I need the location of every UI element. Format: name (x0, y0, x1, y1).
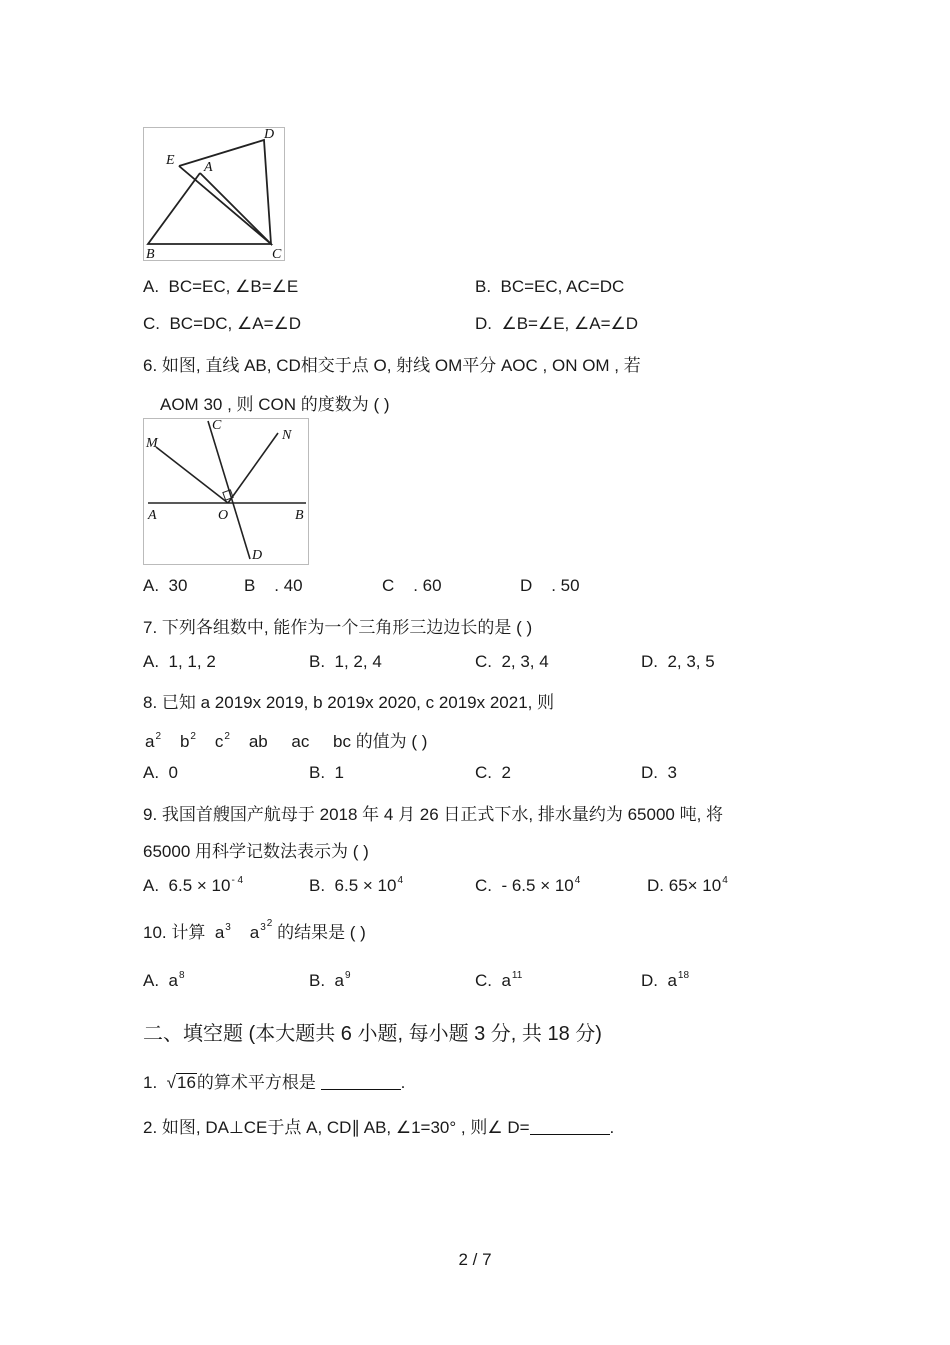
q6-option-a (143, 576, 187, 596)
fill-q2 (143, 1113, 614, 1138)
term-a: a (145, 732, 155, 751)
q9-stem-line1: 9. 我国首艘国产航母于 2018 年 4 月 26 日正式下水, 排水量约为 65000 吨, 将 (143, 805, 724, 824)
answer-blank[interactable] (321, 1075, 401, 1090)
q10-prefix: 10. 计算 (143, 923, 206, 942)
exp: 9 (344, 970, 351, 981)
q5-figure (143, 127, 285, 261)
exp: 2 (266, 918, 273, 929)
q5-option-d (475, 314, 638, 334)
answer-blank[interactable] (530, 1120, 610, 1135)
fill-q1 (143, 1068, 405, 1093)
option-letter: A. (143, 876, 160, 895)
q10-term: a (249, 923, 260, 942)
q9-option-b (309, 875, 403, 896)
option-letter: D. (641, 763, 658, 782)
exp: 3 (260, 922, 266, 933)
q6-option-d (520, 576, 580, 596)
q7-option-b (309, 652, 382, 672)
q5-diagram (144, 128, 284, 260)
option-letter: D. (647, 876, 664, 895)
exp: - 4 (231, 875, 244, 886)
option-text: . 40 (274, 576, 303, 595)
option-text: 3 (667, 763, 677, 782)
option-letter: B. (309, 876, 326, 895)
q7-stem: 7. 下列各组数中, 能作为一个三角形三边边长的是 ( ) (143, 618, 533, 637)
option-text: BC=EC, AC=DC (500, 277, 625, 296)
term-c: c (214, 732, 224, 751)
q10-stem (143, 918, 366, 943)
q8-stem-line2 (145, 727, 427, 752)
option-letter: A. (143, 971, 160, 990)
q10-option-a (143, 970, 185, 991)
q6-label-c: C (212, 419, 222, 433)
q10-option-c (475, 970, 522, 991)
term-ab: ab (248, 732, 268, 751)
q8-option-d (641, 763, 677, 783)
q5-label-b: B (146, 247, 155, 260)
q9-stem-line2: 65000 用科学记数法表示为 ( ) (143, 842, 369, 861)
option-text: 2 (501, 763, 511, 782)
option-letter: A. (143, 576, 160, 595)
exp: 18 (677, 970, 690, 981)
option-text: BC=DC, ∠A=∠D (169, 314, 302, 333)
option-text: 65× 10 (668, 876, 722, 895)
option-letter: B. (475, 277, 492, 296)
option-text: 2, 3, 4 (501, 652, 549, 671)
option-text: 0 (168, 763, 178, 782)
q6-label-m: M (146, 436, 158, 451)
q8-option-b (309, 763, 344, 783)
option-letter: C. (475, 763, 492, 782)
term-bc: bc (332, 732, 351, 751)
term-b: b (179, 732, 190, 751)
exp: 11 (511, 970, 523, 981)
exp: 4 (722, 875, 728, 886)
q9-option-c (475, 875, 580, 896)
q10-suffix: 的结果是 ( ) (277, 923, 366, 942)
option-letter: C. (475, 876, 492, 895)
q6-label-a: A (148, 508, 157, 523)
option-text: ∠B=∠E, ∠A=∠D (501, 314, 639, 333)
option-text: . 50 (551, 576, 580, 595)
q8-tail: 的值为 ( ) (355, 732, 428, 751)
fill2-text: 2. 如图, DA⊥CE于点 A, CD∥ AB, ∠1=30° , 则∠ D= (143, 1118, 530, 1137)
option-letter: D. (641, 652, 658, 671)
q6-label-n: N (282, 428, 292, 443)
option-text: a (667, 971, 677, 990)
q7-option-c (475, 652, 549, 672)
option-text: 30 (168, 576, 188, 595)
option-text: BC=EC, ∠B=∠E (168, 277, 299, 296)
q5-option-a (143, 277, 298, 297)
q8-stem-line1: 8. 已知 a 2019x 2019, b 2019x 2020, c 2019x 2021, 则 (143, 693, 555, 712)
fill1-num: 1. (143, 1073, 158, 1092)
option-letter: C (382, 576, 395, 595)
exp: 2 (155, 731, 162, 742)
q7-option-d (641, 652, 715, 672)
option-text: a (501, 971, 511, 990)
q5-label-a: A (204, 160, 213, 175)
q9-option-d (647, 875, 728, 896)
option-letter: C. (475, 652, 492, 671)
option-letter: D (520, 576, 533, 595)
exp: 4 (574, 875, 581, 886)
option-letter: D. (641, 971, 658, 990)
q7-option-a (143, 652, 216, 672)
fill2-end: . (609, 1118, 615, 1137)
option-letter: A. (143, 763, 160, 782)
q6-stem-line2: AOM 30 , 则 CON 的度数为 ( ) (160, 395, 390, 414)
q6-diagram (144, 419, 308, 564)
sqrt-sign: √ (166, 1073, 176, 1092)
option-letter: D. (475, 314, 492, 333)
q5-label-c: C (272, 247, 282, 260)
exp: 2 (224, 731, 230, 742)
option-letter: B. (309, 652, 326, 671)
q5-option-c (143, 314, 301, 334)
option-letter: B. (309, 763, 326, 782)
option-text: 6.5 × 10 (334, 876, 397, 895)
q8-option-c (475, 763, 511, 783)
q6-figure (143, 418, 309, 565)
q10-option-d (641, 970, 689, 991)
option-text: 6.5 × 10 (168, 876, 231, 895)
q10-term: a (214, 923, 225, 942)
section-2-title: 二、填空题 (本大题共 6 小题, 每小题 3 分, 共 18 分) (143, 1023, 602, 1045)
option-text: - 6.5 × 10 (501, 876, 574, 895)
fill1-end: . (400, 1073, 406, 1092)
q8-option-a (143, 763, 178, 783)
option-text: a (334, 971, 344, 990)
page-number: 2 / 7 (458, 1250, 492, 1269)
option-letter: C. (475, 971, 492, 990)
option-text: a (168, 971, 178, 990)
option-letter: B (244, 576, 256, 595)
q9-option-a (143, 875, 243, 896)
option-text: 2, 3, 5 (667, 652, 715, 671)
q5-option-b (475, 277, 624, 297)
option-letter: B. (309, 971, 326, 990)
option-text: 1 (334, 763, 344, 782)
q5-label-e: E (166, 153, 175, 168)
exp: 3 (225, 922, 231, 933)
option-text: 1, 2, 4 (334, 652, 382, 671)
option-letter: C. (143, 314, 160, 333)
q6-option-c (382, 576, 442, 596)
exp: 2 (190, 731, 196, 742)
exp: 8 (178, 970, 185, 981)
q6-stem-line1: 6. 如图, 直线 AB, CD相交于点 O, 射线 OM平分 AOC , ON OM , 若 (143, 356, 641, 375)
fill1-text: 的算术平方根是 (196, 1073, 316, 1092)
exp: 4 (397, 875, 403, 886)
q6-label-o: O (218, 508, 229, 523)
term-ac: ac (291, 732, 310, 751)
option-letter: A. (143, 652, 160, 671)
option-text: . 60 (413, 576, 442, 595)
q6-label-b: B (295, 508, 304, 523)
option-letter: A. (143, 277, 160, 296)
q6-option-b (244, 576, 303, 596)
q5-label-d: D (264, 128, 275, 142)
q6-label-d: D (252, 548, 263, 563)
option-text: 1, 1, 2 (168, 652, 216, 671)
q10-option-b (309, 970, 351, 991)
radicand: 16 (176, 1073, 196, 1092)
